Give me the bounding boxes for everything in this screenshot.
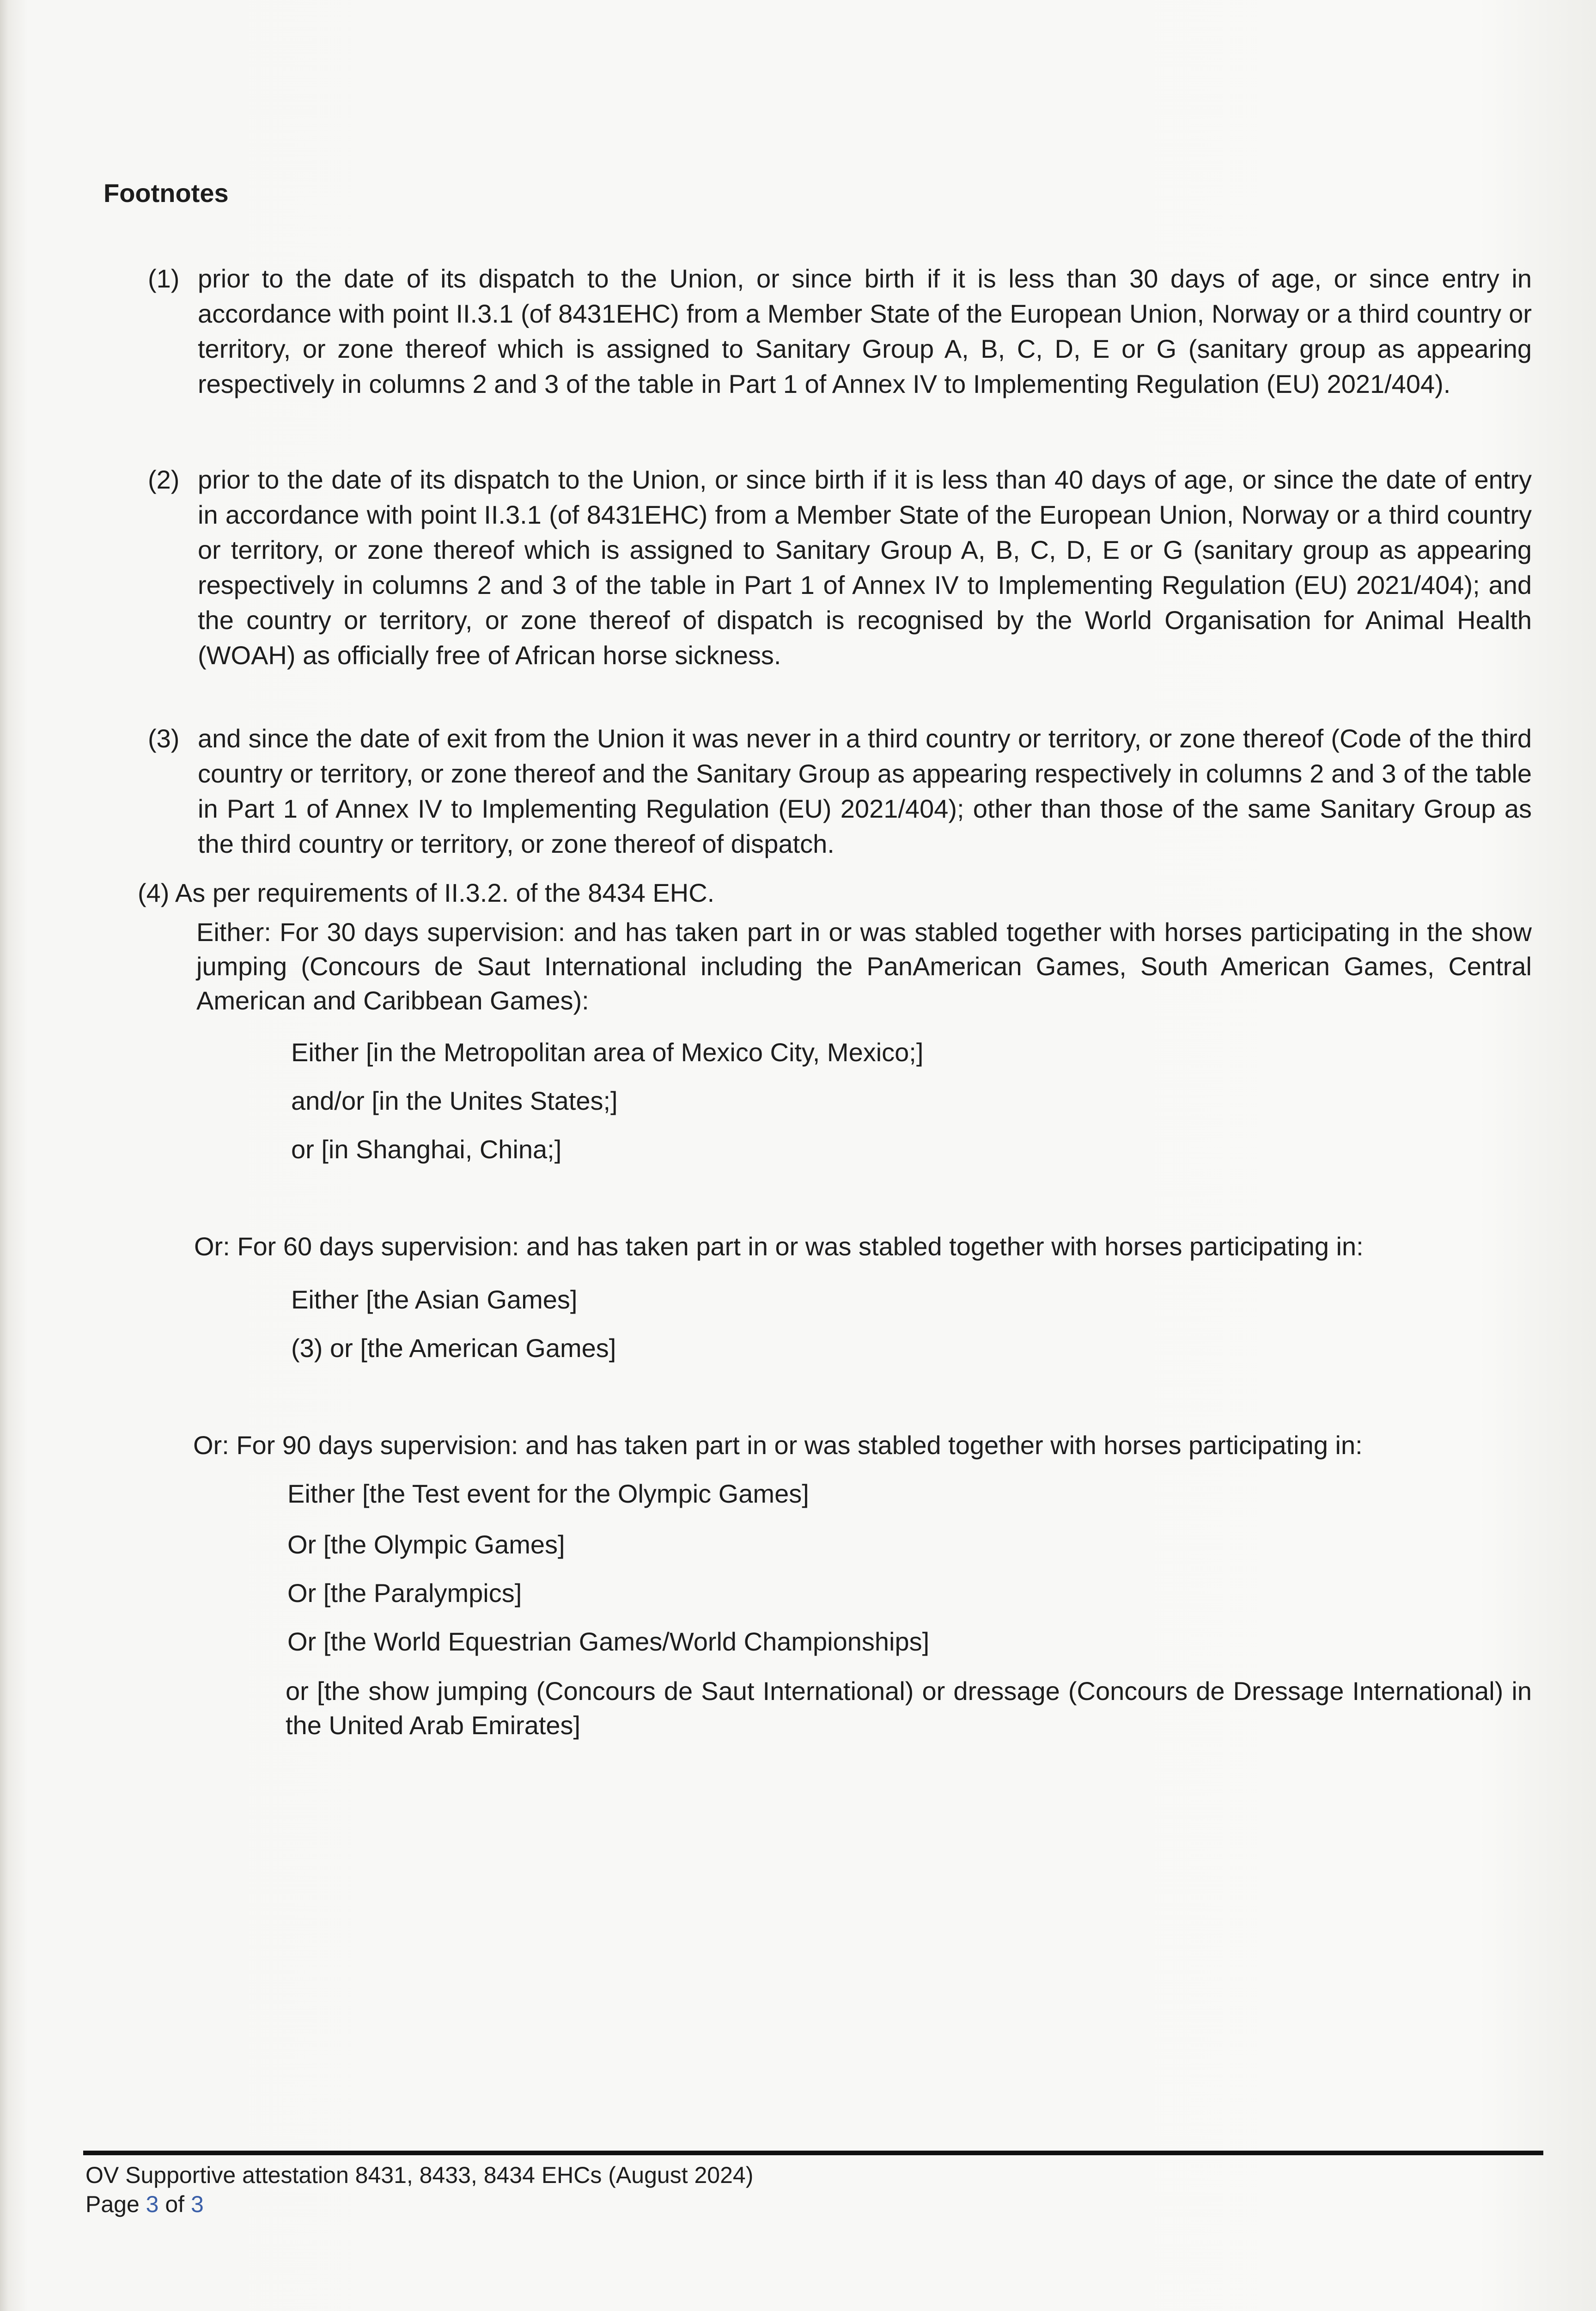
list-item: or [in Shanghai, China;]	[291, 1135, 562, 1164]
list-item: Or [the Olympic Games]	[287, 1530, 565, 1559]
supervision-90-days: Or: For 90 days supervision: and has taken part in or was stabled together with horses participating in:	[193, 1431, 1363, 1460]
footnote-number: (3)	[148, 724, 180, 753]
footer-divider	[83, 2151, 1543, 2155]
list-item: Either [the Test event for the Olympic Games]	[287, 1479, 809, 1508]
footnotes-heading: Footnotes	[104, 178, 229, 208]
footnote-3	[148, 721, 1532, 862]
page-of: of	[158, 2191, 191, 2217]
footer-page-number	[85, 2190, 204, 2219]
list-item: or [the show jumping (Concours de Saut International) or dressage (Concours de Dressage International) in the United Arab Emirates]	[286, 1676, 1532, 1740]
footnote-4-title: (4) As per requirements of II.3.2. of the 8434 EHC.	[138, 878, 715, 907]
page-total: 3	[190, 2191, 204, 2217]
footnote-2	[148, 462, 1532, 673]
footer-document-title: OV Supportive attestation 8431, 8433, 8434 EHCs (August 2024)	[85, 2162, 754, 2188]
list-item: Either [in the Metropolitan area of Mexico City, Mexico;]	[291, 1038, 924, 1067]
footnote-text: and since the date of exit from the Union it was never in a third country or territory, or zone thereof (Code of the third country or territory, or zone thereof and the Sanitary Group as appearing respectively in columns 2 and 3 of the table in Part 1 of Annex IV to Implementing Regulation (EU) 2021/404); other than those of the same Sanitary Group as the third country or territory, or zone thereof of dispatch.	[198, 724, 1532, 858]
footnote-1	[148, 261, 1532, 402]
supervision-30-days: Either: For 30 days supervision: and has taken part in or was stabled together with horses participating in the show jumping (Concours de Saut International including the PanAmerican Games, South American Games, Central American and Caribbean Games):	[196, 917, 1532, 1015]
footnote-text: prior to the date of its dispatch to the Union, or since birth if it is less than 40 days of age, or since the date of entry in accordance with point II.3.1 (of 8431EHC) from a Member State of the European Union, Norway or a third country or territory, or zone thereof which is assigned to Sanitary Group A, B, C, D, E or G (sanitary group as appearing respectively in columns 2 and 3 of the table in Part 1 of Annex IV to Implementing Regulation (EU) 2021/404); and the country or territory, or zone thereof of dispatch is recognised by the World Organisation for Animal Health (WOAH) as officially free of African horse sickness.	[198, 465, 1532, 670]
page-label: Page	[85, 2191, 146, 2217]
supervision-60-days: Or: For 60 days supervision: and has taken part in or was stabled together with horses participating in:	[194, 1232, 1364, 1261]
list-item: (3) or [the American Games]	[291, 1333, 616, 1363]
list-item: Either [the Asian Games]	[291, 1285, 578, 1314]
footnote-number: (2)	[148, 465, 180, 494]
list-item: Or [the World Equestrian Games/World Championships]	[287, 1627, 930, 1656]
footnote-number: (1)	[148, 264, 180, 293]
footnote-text: prior to the date of its dispatch to the Union, or since birth if it is less than 30 days of age, or since entry in accordance with point II.3.1 (of 8431EHC) from a Member State of the European Union, Norway or a third country or territory, or zone thereof which is assigned to Sanitary Group A, B, C, D, E or G (sanitary group as appearing respectively in columns 2 and 3 of the table in Part 1 of Annex IV to Implementing Regulation (EU) 2021/404).	[198, 264, 1532, 398]
list-item: Or [the Paralympics]	[287, 1578, 522, 1608]
list-item: and/or [in the Unites States;]	[291, 1086, 618, 1115]
page-current: 3	[146, 2191, 159, 2217]
